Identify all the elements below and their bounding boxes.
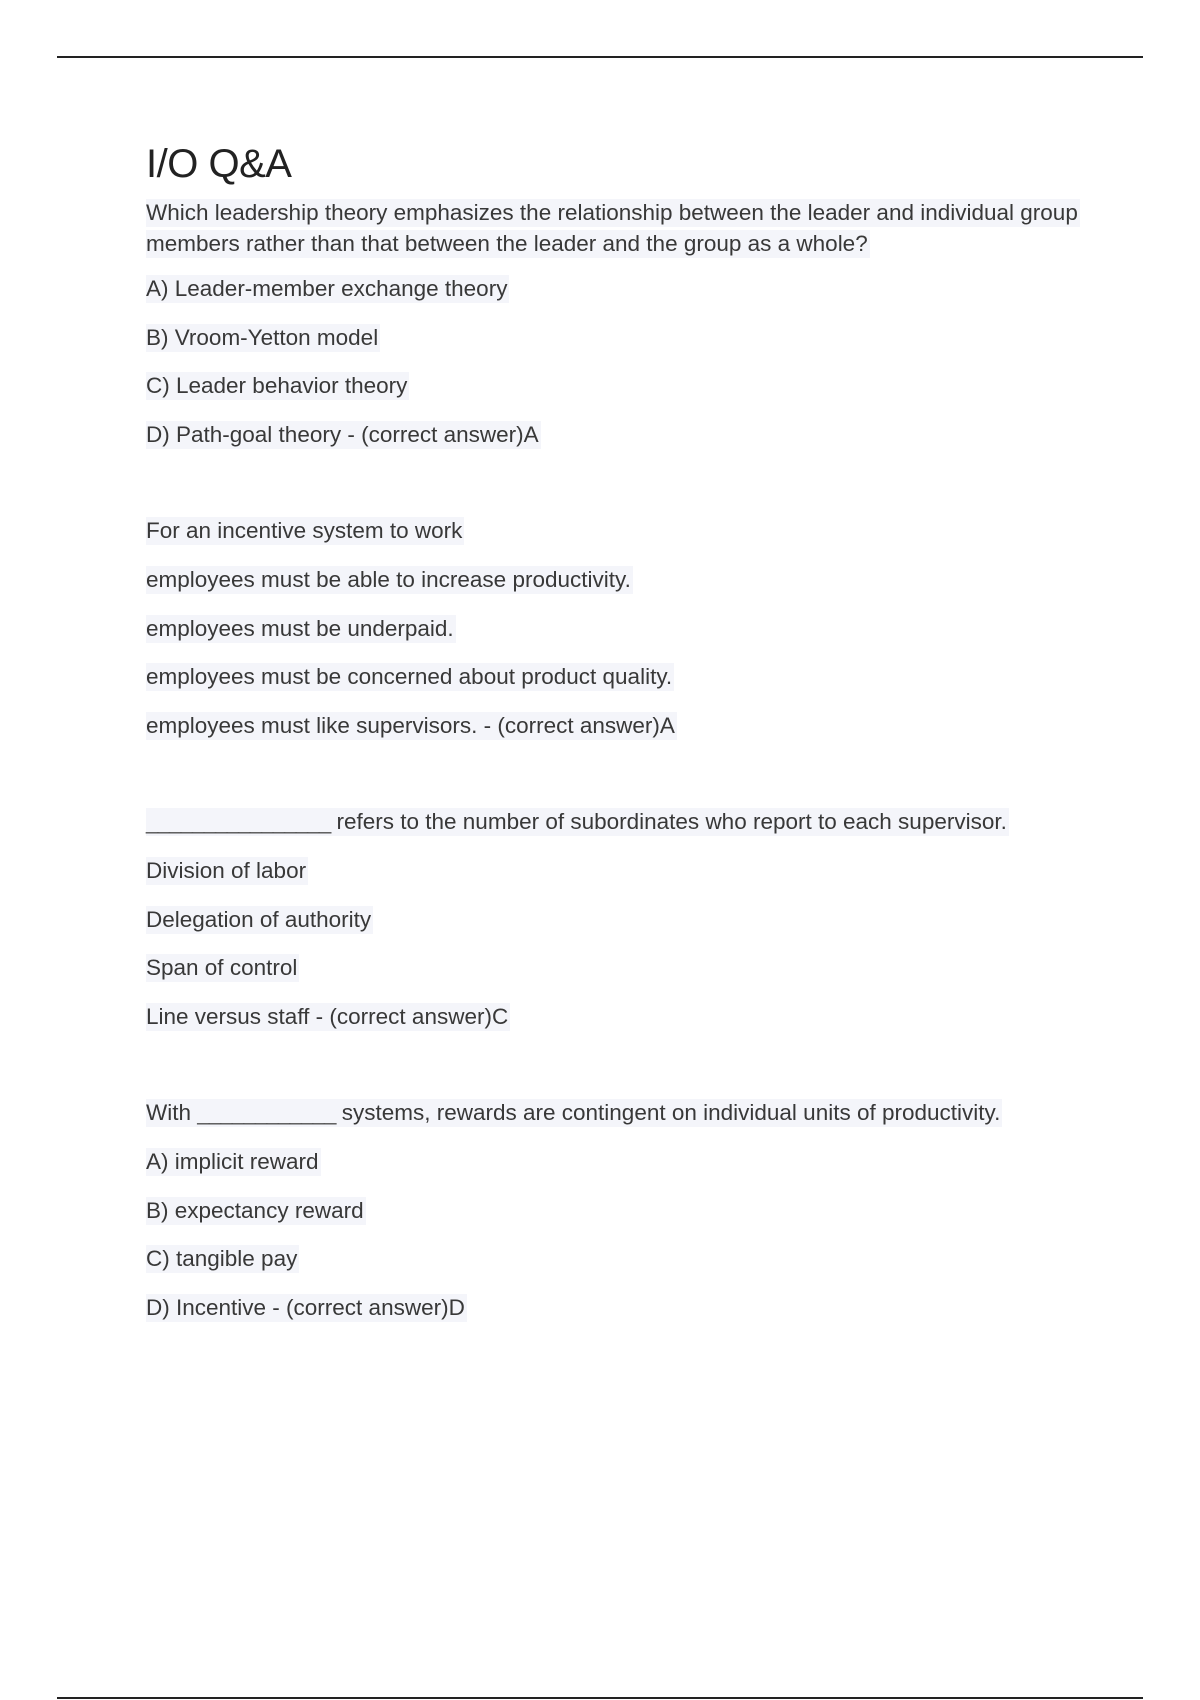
question-block-2 [146, 516, 1106, 740]
question-stem [146, 1098, 1106, 1128]
question-spacer [146, 759, 1106, 807]
answer-option [146, 565, 1106, 595]
answer-option-text: Delegation of authority [146, 906, 372, 932]
answer-option-text: Line versus staff - (correct answer)C [146, 1003, 509, 1029]
answer-option-text: Span of control [146, 955, 298, 981]
answer-option-with-key [146, 420, 1106, 450]
answer-option [146, 1196, 1106, 1226]
answer-option-text: employees must be concerned about product quality. [146, 664, 673, 690]
answer-option [146, 662, 1106, 692]
footer-rule [57, 1697, 1143, 1699]
answer-option [146, 1147, 1106, 1177]
answer-option-text: employees must be able to increase productivity. [146, 566, 631, 592]
answer-option-text: employees must be underpaid. [146, 615, 454, 641]
question-stem-before-blank: With [146, 1100, 191, 1126]
answer-option-with-key [146, 1293, 1106, 1323]
question-spacer [146, 1050, 1106, 1098]
document-body [146, 140, 1106, 1341]
question-stem-text: Which leadership theory emphasizes the relationship between the leader and individual group members rather than that between the leader and the group as a whole? [146, 200, 1078, 256]
fill-in-blank: ________________ [146, 809, 331, 835]
answer-option-text: C) Leader behavior theory [146, 373, 408, 399]
answer-option [146, 614, 1106, 644]
question-stem-text: For an incentive system to work [146, 518, 463, 544]
answer-option-text: C) tangible pay [146, 1246, 298, 1272]
question-stem [146, 198, 1106, 259]
answer-option-text: A) Leader-member exchange theory [146, 276, 508, 301]
answer-option [146, 856, 1106, 886]
answer-option-with-key [146, 1002, 1106, 1032]
answer-option [146, 953, 1106, 983]
answer-option-text: A) implicit reward [146, 1148, 319, 1174]
header-rule [57, 56, 1143, 58]
document-title: I/O Q&A [146, 142, 292, 186]
answer-option-text: D) Incentive - (correct answer)D [146, 1294, 465, 1320]
answer-option [146, 371, 1106, 401]
answer-option [146, 905, 1106, 935]
answer-option [146, 1244, 1106, 1274]
question-stem [146, 807, 1106, 837]
question-block-1 [146, 198, 1106, 450]
answer-option [146, 274, 1106, 304]
question-stem-after-blank: refers to the number of subordinates who report to each supervisor. [336, 809, 1007, 835]
answer-option-text: B) Vroom-Yetton model [146, 324, 379, 350]
answer-option-text: employees must like supervisors. - (correct answer)A [146, 712, 675, 738]
question-stem-text [146, 1099, 1002, 1127]
question-stem [146, 516, 1106, 546]
answer-option-with-key [146, 711, 1106, 741]
question-stem-text [146, 808, 1009, 836]
question-spacer [146, 468, 1106, 516]
answer-option [146, 323, 1106, 353]
answer-option-text: D) Path-goal theory - (correct answer)A [146, 421, 539, 447]
question-stem-after-blank: systems, rewards are contingent on individual units of productivity. [341, 1100, 1001, 1126]
question-block-3 [146, 807, 1106, 1031]
question-block-4 [146, 1098, 1106, 1322]
answer-option-text: Division of labor [146, 857, 307, 883]
answer-option-text: B) expectancy reward [146, 1197, 364, 1223]
fill-in-blank: ____________ [197, 1100, 336, 1126]
